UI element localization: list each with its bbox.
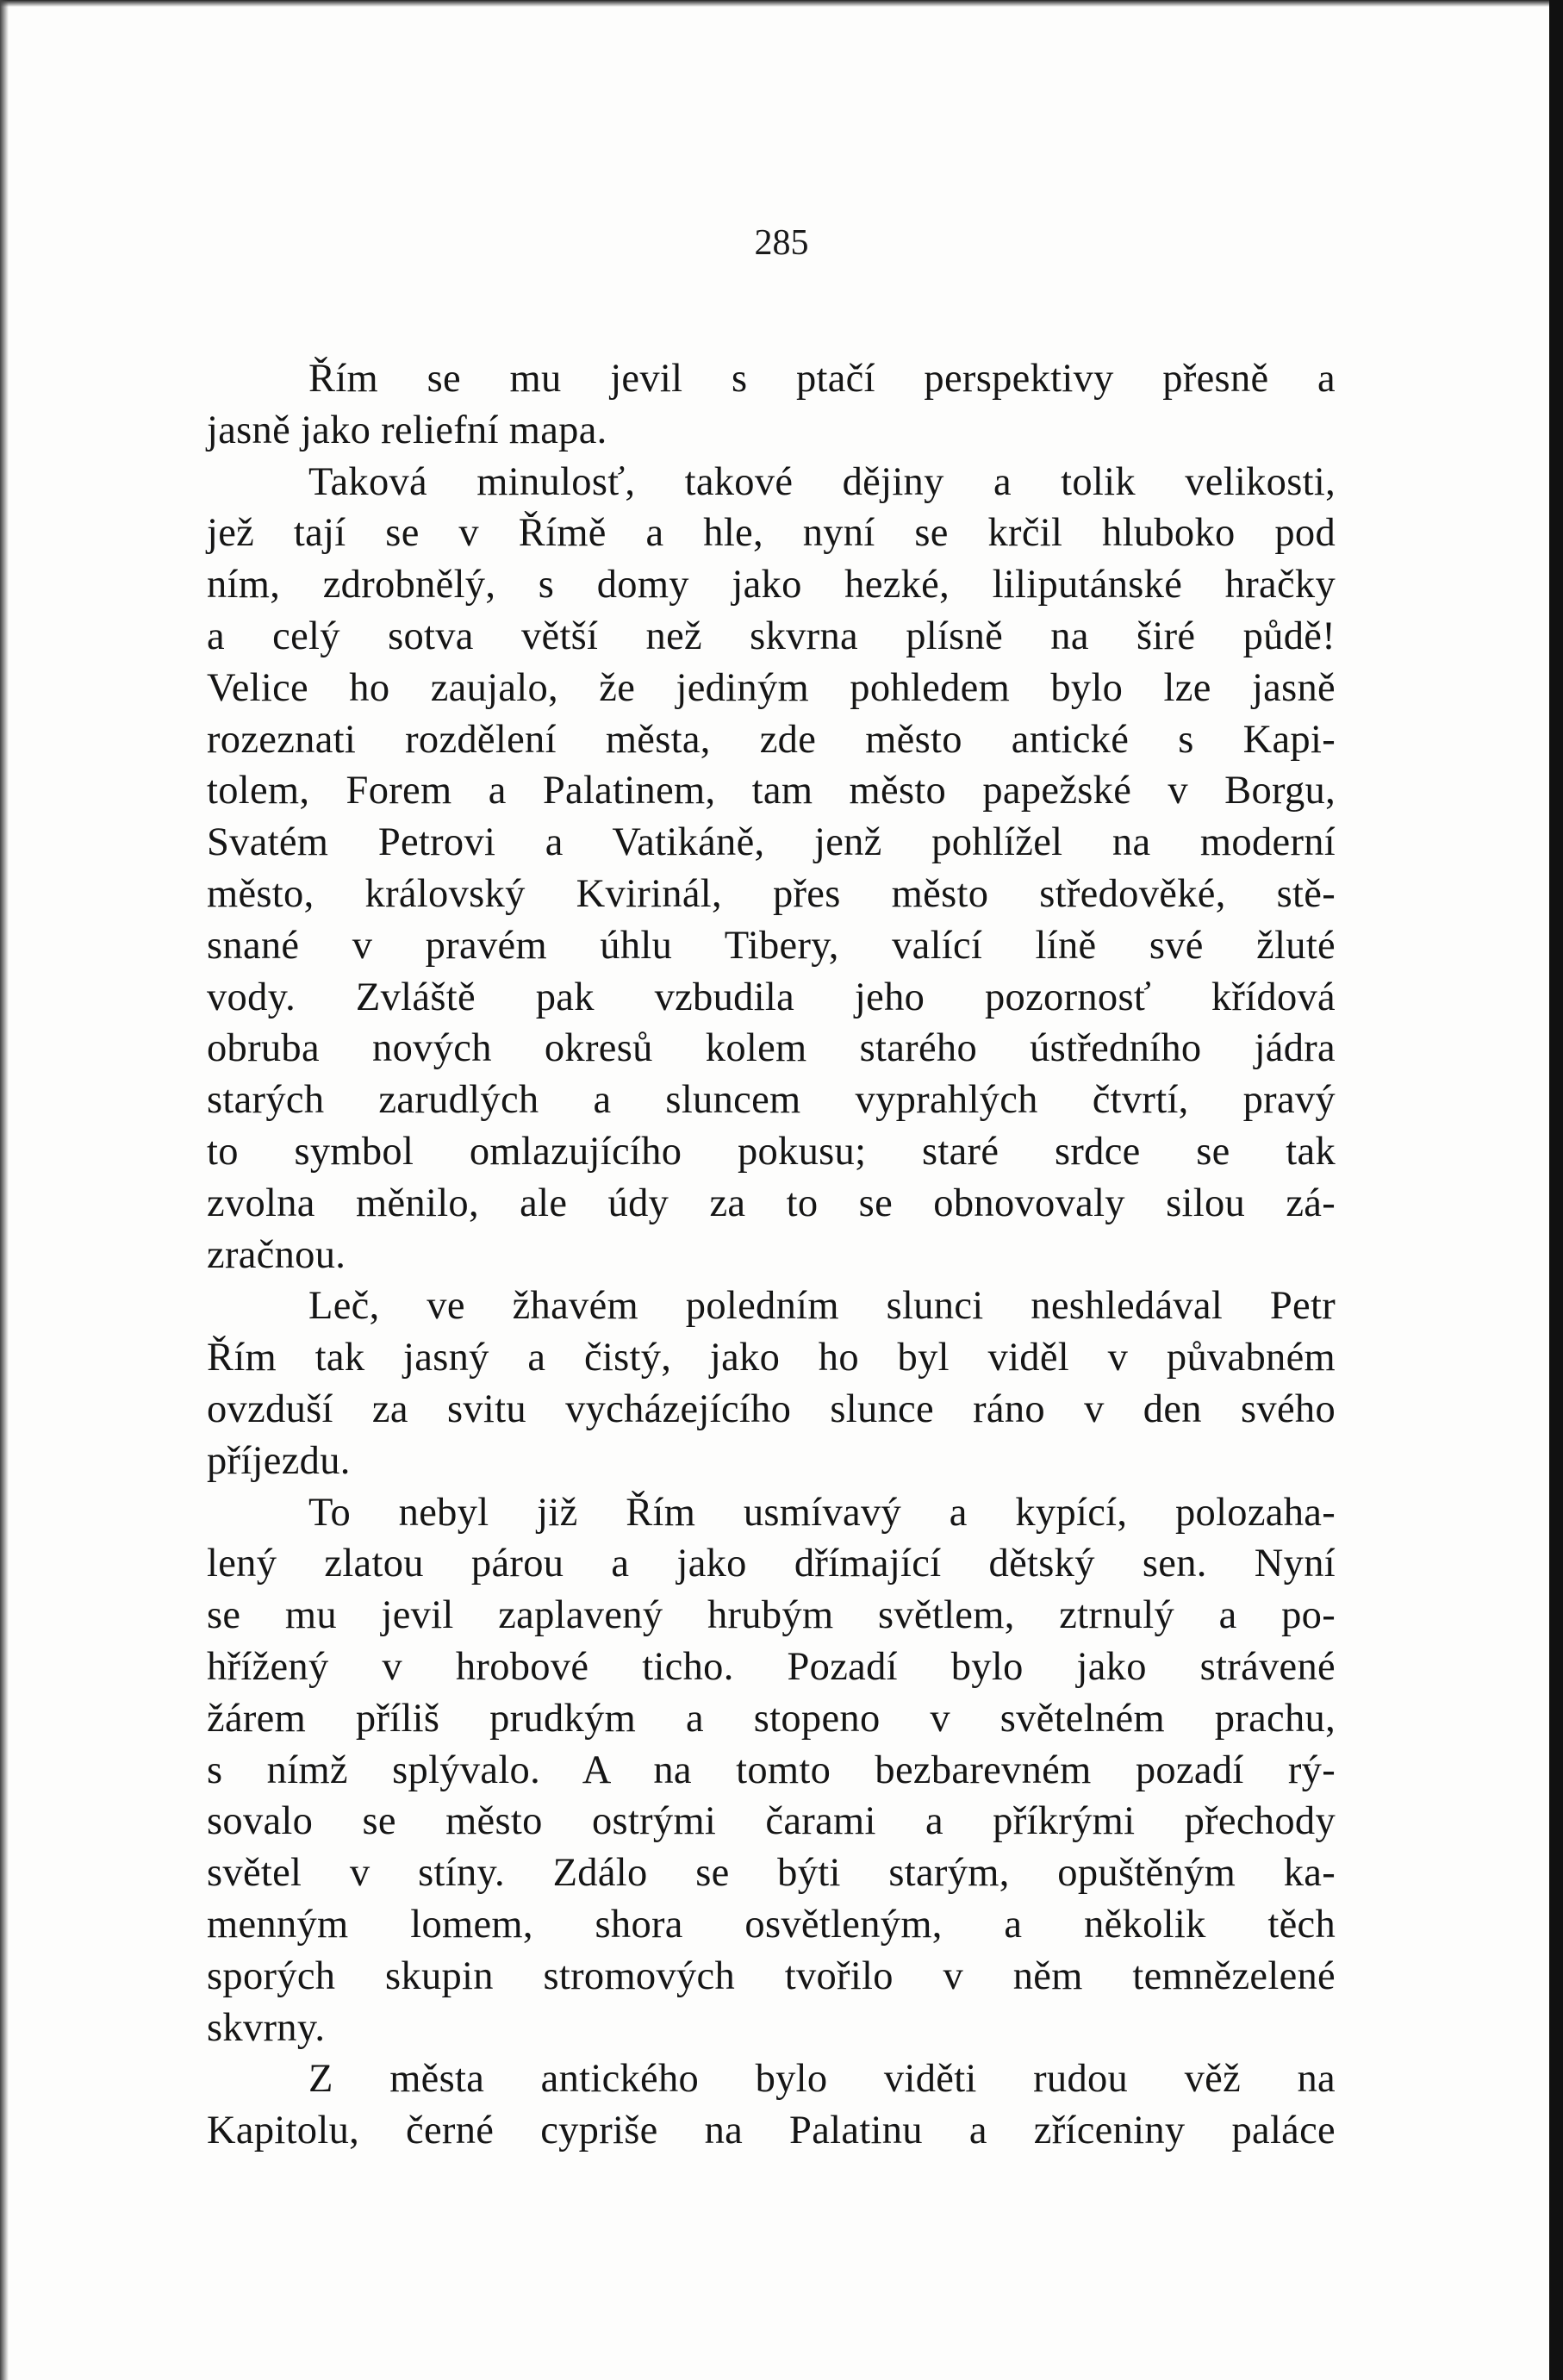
text-line: se mu jevil zaplavený hrubým světlem, ztrnulý a po-: [207, 1593, 1336, 1638]
text-line: Velice ho zaujalo, že jediným pohledem bylo lze jasně: [207, 665, 1336, 710]
text-line: jež tají se v Římě a hle, nyní se krčil hluboko pod: [207, 511, 1336, 556]
text-line: Leč, ve žhavém poledním slunci neshledával Petr: [308, 1284, 1336, 1329]
text-line: rozeznati rozdělení města, zde město antické s Kapi-: [207, 717, 1336, 762]
text-line: snané v pravém úhlu Tibery, valící líně své žluté: [207, 923, 1336, 968]
text-line: Taková minulosť, takové dějiny a tolik velikosti,: [308, 459, 1336, 504]
text-line: starých zarudlých a sluncem vyprahlých čtvrtí, pravý: [207, 1078, 1336, 1123]
body-text: [207, 353, 1336, 2157]
text-line: hřížený v hrobové ticho. Pozadí bylo jako strávené: [207, 1644, 1336, 1689]
text-line: menným lomem, shora osvětleným, a několik těch: [207, 1902, 1336, 1947]
text-line: skvrny.: [207, 2005, 326, 2050]
scan-shadow-top: [0, 0, 1563, 7]
text-line: zračnou.: [207, 1232, 346, 1277]
text-line: ovzduší za svitu vycházejícího slunce ráno v den svého: [207, 1386, 1336, 1431]
text-line: To nebyl již Řím usmívavý a kypící, polozaha-: [308, 1490, 1336, 1535]
text-line: město, královský Kvirinál, přes město středověké, stě-: [207, 871, 1336, 916]
text-line: ním, zdrobnělý, s domy jako hezké, liliputánské hračky: [207, 563, 1336, 607]
text-line: to symbol omlazujícího pokusu; staré srdce se tak: [207, 1129, 1336, 1174]
text-line: lený zlatou párou a jako dřímající dětský sen. Nyní: [207, 1542, 1336, 1586]
text-line: Svatém Petrovi a Vatikáně, jenž pohlížel na moderní: [207, 820, 1336, 865]
text-line: příjezdu.: [207, 1438, 351, 1483]
text-line: Řím se mu jevil s ptačí perspektivy přesně a: [308, 357, 1336, 401]
text-line: s nímž splývalo. A na tomto bezbarevném pozadí rý-: [207, 1748, 1336, 1792]
scan-border-right: [1549, 0, 1563, 2380]
text-line: žárem příliš prudkým a stopeno v světelném prachu,: [207, 1696, 1336, 1741]
text-line: a celý sotva větší než skvrna plísně na širé půdě!: [207, 614, 1336, 658]
text-line: vody. Zvláště pak vzbudila jeho pozornosť křídová: [207, 975, 1336, 1019]
text-line: sporých skupin stromových tvořilo v něm temnězelené: [207, 1953, 1336, 1998]
text-line: sovalo se město ostrými čarami a příkrými přechody: [207, 1799, 1336, 1844]
scan-shadow-left: [0, 0, 9, 2380]
text-line: světel v stíny. Zdálo se býti starým, opuštěným ka-: [207, 1851, 1336, 1896]
text-line: zvolna měnilo, ale údy za to se obnovovaly silou zá-: [207, 1181, 1336, 1225]
text-line: Z města antického bylo viděti rudou věž na: [308, 2057, 1336, 2102]
text-line: obruba nových okresů kolem starého ústředního jádra: [207, 1026, 1336, 1071]
text-line: tolem, Forem a Palatinem, tam město papežské v Borgu,: [207, 769, 1336, 813]
text-line: Řím tak jasný a čistý, jako ho byl viděl v půvabném: [207, 1336, 1336, 1380]
text-line: Kapitolu, černé cypriše na Palatinu a zříceniny paláce: [207, 2109, 1336, 2153]
page-number: 285: [754, 223, 809, 263]
text-line: jasně jako reliefní mapa.: [207, 408, 607, 452]
